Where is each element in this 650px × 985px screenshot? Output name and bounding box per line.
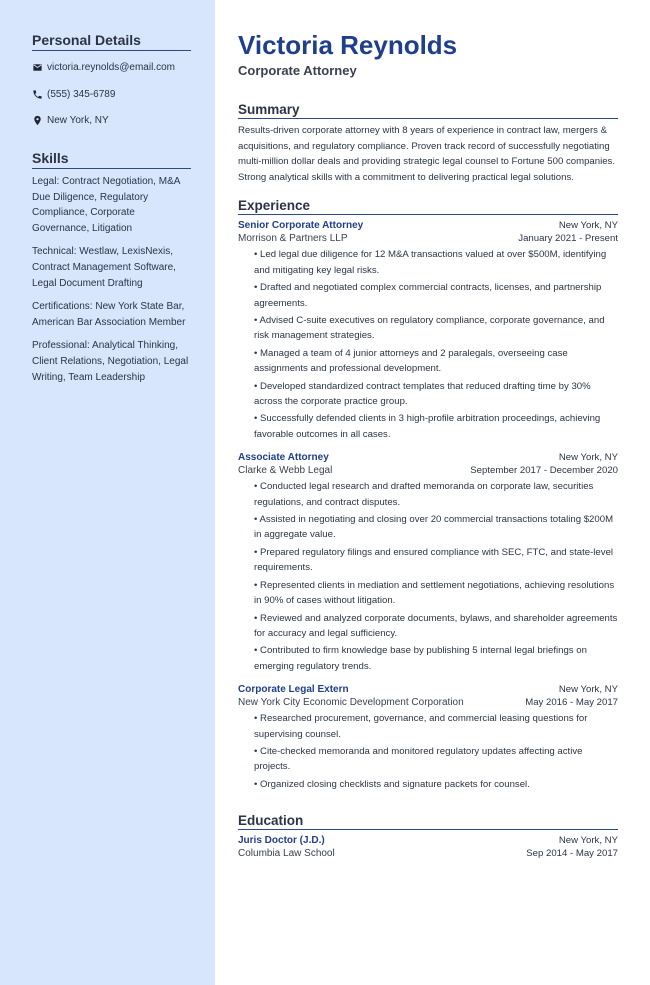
- job-bullet: • Organized closing checklists and signature packets for counsel.: [254, 778, 530, 790]
- skill-certifications: Certifications: New York State Bar, American Bar Association Member: [32, 301, 186, 328]
- job-bullets: [238, 247, 618, 442]
- email-text: victoria.reynolds@email.com: [47, 62, 175, 73]
- education-location: New York, NY: [558, 835, 618, 847]
- job-bullet: • Prepared regulatory filings and ensured compliance with SEC, FTC, and state-level requirements.: [254, 546, 614, 574]
- job-bullet: • Represented clients in mediation and settlement negotiations, achieving resolutions in 90% of cases without litigation.: [254, 579, 615, 607]
- candidate-name: Victoria Reynolds: [238, 30, 458, 60]
- job-bullet: • Conducted legal research and drafted memoranda on corporate law, securities regulations, and contract disputes.: [254, 481, 594, 508]
- job-bullet: • Contributed to firm knowledge base by publishing 5 internal legal briefings on emerging regulatory trends.: [254, 645, 587, 672]
- contact-phone: [32, 88, 191, 101]
- location-text: New York, NY: [47, 115, 109, 126]
- education-heading: Education: [238, 813, 618, 830]
- job-bullet: • Drafted and negotiated complex commercial contracts, licenses, and partnership agreements.: [254, 282, 602, 309]
- skill-professional: Professional: Analytical Thinking, Client Relations, Negotiation, Legal Writing, Team Leadership: [32, 340, 189, 383]
- phone-text: (555) 345-6789: [47, 89, 116, 100]
- job-bullets: [238, 479, 618, 674]
- mail-icon: [32, 62, 43, 73]
- job-bullets: [238, 711, 618, 792]
- job-bullet: • Researched procurement, governance, and commercial leasing questions for supervising counsel.: [254, 713, 588, 740]
- summary-text: Results-driven corporate attorney with 8 years of experience in contract law, mergers & acquisitions, and regulatory compliance. Proven track record of successfully negotiating multi-million dollar deals and providing strategic legal counsel to Fortune 500 companies. Strong analytical skills with a commitment to delivering practical legal solutions.: [238, 125, 616, 183]
- job-company: Morrison & Partners LLP: [238, 233, 348, 245]
- experience-heading: Experience: [238, 198, 618, 215]
- job-entry: [238, 452, 618, 674]
- candidate-title: Corporate Attorney: [238, 63, 357, 78]
- job-dates: May 2016 - May 2017: [525, 697, 618, 709]
- education-dates: Sep 2014 - May 2017: [526, 848, 618, 860]
- summary-heading: Summary: [238, 102, 618, 119]
- personal-details-heading: Personal Details: [32, 32, 191, 51]
- job-bullet: • Advised C-suite executives on regulatory compliance, corporate governance, and risk management strategies.: [254, 315, 605, 342]
- job-bullet: • Developed standardized contract templates that reduced drafting time by 30% across the corporate practice group.: [254, 380, 591, 408]
- job-location: New York, NY: [558, 684, 618, 696]
- sidebar: [0, 0, 215, 985]
- job-entry: [238, 684, 618, 792]
- contact-location: [32, 114, 191, 127]
- skill-technical: Technical: Westlaw, LexisNexis, Contract Management Software, Legal Document Drafting: [32, 246, 176, 289]
- phone-icon: [32, 89, 43, 100]
- job-title: Associate Attorney: [238, 452, 329, 464]
- job-location: New York, NY: [558, 220, 618, 232]
- main-content: [238, 30, 618, 859]
- job-entry: [238, 220, 618, 442]
- job-dates: September 2017 - December 2020: [470, 465, 618, 477]
- job-dates: January 2021 - Present: [518, 233, 618, 245]
- school: Columbia Law School: [238, 848, 335, 860]
- job-company: Clarke & Webb Legal: [238, 465, 333, 477]
- job-bullet: • Successfully defended clients in 3 high-profile arbitration proceedings, achieving favorable outcomes in all cases.: [254, 413, 601, 440]
- job-bullet: • Led legal due diligence for 12 M&A transactions valued at over $500M, identifying and mitigating key legal risks.: [254, 249, 607, 276]
- job-title: Corporate Legal Extern: [238, 684, 349, 696]
- job-company: New York City Economic Development Corporation: [238, 697, 464, 709]
- job-bullet: • Cite-checked memoranda and monitored regulatory updates affecting active projects.: [254, 745, 583, 773]
- skills-heading: Skills: [32, 150, 191, 169]
- job-title: Senior Corporate Attorney: [238, 220, 364, 232]
- degree: Juris Doctor (J.D.): [238, 835, 325, 847]
- job-location: New York, NY: [558, 452, 618, 464]
- job-bullet: • Reviewed and analyzed corporate documents, bylaws, and shareholder agreements for accuracy and legal sufficiency.: [254, 612, 618, 639]
- education-entry: [238, 835, 618, 859]
- job-bullet: • Managed a team of 4 junior attorneys and 2 paralegals, overseeing case assignments and professional development.: [254, 347, 568, 375]
- location-pin-icon: [32, 115, 43, 126]
- contact-email: [32, 61, 191, 74]
- skill-legal: Legal: Contract Negotiation, M&A Due Diligence, Regulatory Compliance, Corporate Governance, Litigation: [32, 176, 180, 234]
- job-bullet: • Assisted in negotiating and closing over 20 commercial transactions totaling $200M in aggregate value.: [254, 514, 614, 541]
